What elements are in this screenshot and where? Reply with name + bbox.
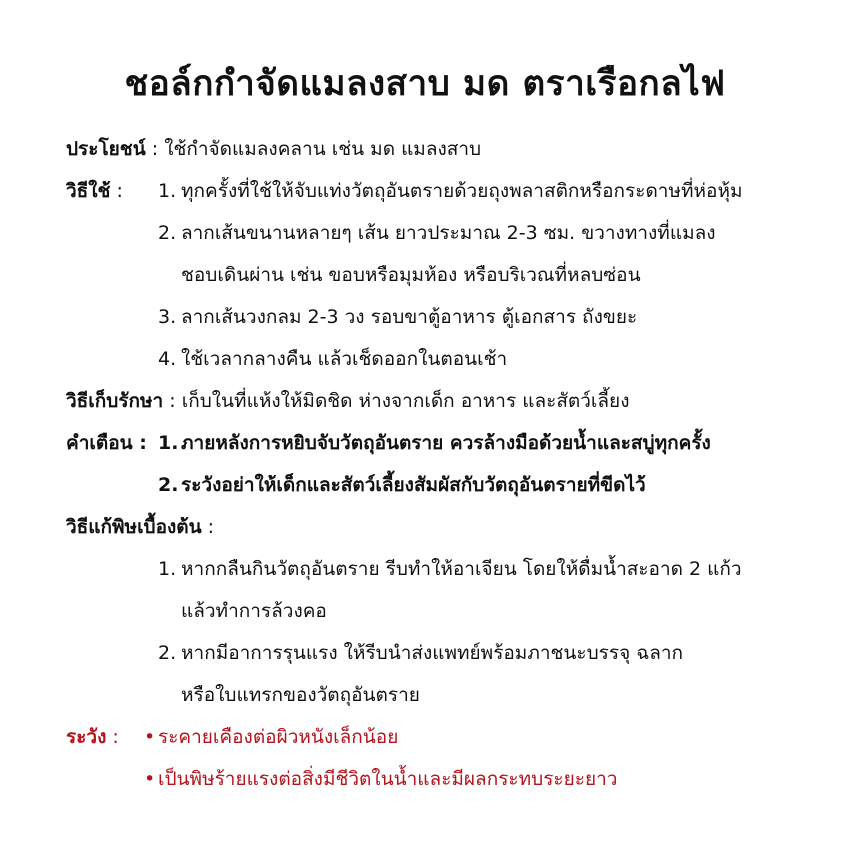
caution-item-2-row	[0, 758, 850, 800]
storage-label	[66, 380, 629, 422]
first-aid-label	[66, 506, 214, 548]
benefit-text: ใช้กำจัดแมลงคลาน เช่น มด แมลงสาบ	[164, 138, 482, 160]
usage-step-text: ลากเส้นขนานหลายๆ เส้น ยาวประมาณ 2-3 ซม. ขวางทางที่แมลง	[181, 222, 716, 244]
first-aid-step-text: หรือใบแทรกของวัตถุอันตราย	[181, 684, 420, 706]
benefit-separator: :	[145, 138, 165, 160]
warning-item-number: 2.	[158, 474, 179, 496]
usage-step-number: 4.	[158, 348, 177, 370]
warning-item-number: 1.	[158, 432, 179, 454]
first-aid-step-number: 2.	[158, 642, 177, 664]
first-aid-separator: :	[201, 516, 215, 538]
first-aid-step-text: แล้วทำการล้วงคอ	[181, 600, 327, 622]
usage-step-text: ทุกครั้งที่ใช้ให้จับแท่งวัตถุอันตรายด้วยถุงพลาสติกหรือกระดาษที่ห่อหุ้ม	[181, 180, 743, 202]
first-aid-step-1-row	[0, 548, 850, 590]
usage-step-4-row	[0, 338, 850, 380]
usage-step-text: ใช้เวลากลางคืน แล้วเช็ดออกในตอนเช้า	[181, 348, 508, 370]
caution-item-text: เป็นพิษร้ายแรงต่อสิ่งมีชีวิตในน้ำและมีผลกระทบระยะยาว	[158, 768, 618, 790]
first-aid-step-2-row	[0, 632, 850, 674]
benefit-label	[66, 128, 481, 170]
usage-step-1-row	[0, 170, 850, 212]
usage-step-2-row	[0, 212, 850, 254]
usage-step-3-row	[0, 296, 850, 338]
caution-label-text: ระวัง	[66, 726, 107, 748]
first-aid-step-number: 1.	[158, 558, 177, 580]
benefit-row	[0, 128, 850, 170]
first-aid-label-text: วิธีแก้พิษเบื้องต้น	[66, 516, 202, 538]
usage-step-number: 2.	[158, 222, 177, 244]
first-aid-row	[0, 506, 850, 548]
bullet-icon: •	[144, 768, 156, 790]
usage-separator: :	[110, 180, 123, 202]
usage-step-text: ลากเส้นวงกลม 2-3 วง รอบขาตู้อาหาร ตู้เอกสาร ถังขยะ	[181, 306, 638, 328]
warning-item-text: ระวังอย่าให้เด็กและสัตว์เลี้ยงสัมผัสกับวัตถุอันตรายที่ขีดไว้	[181, 474, 646, 496]
storage-row	[0, 380, 850, 422]
caution-label	[66, 716, 119, 758]
first-aid-step-text: หากมีอาการรุนแรง ให้รีบนำส่งแพทย์พร้อมภาชนะบรรจุ ฉลาก	[181, 642, 684, 664]
usage-step-text: ชอบเดินผ่าน เช่น ขอบหรือมุมห้อง หรือบริเวณที่หลบซ่อน	[181, 264, 641, 286]
warning-label: คำเตือน :	[66, 432, 147, 454]
warning-item-text: ภายหลังการหยิบจับวัตถุอันตราย ควรล้างมือด้วยน้ำและสบู่ทุกครั้ง	[181, 432, 711, 454]
bullet-icon: •	[144, 726, 156, 748]
first-aid-step-1-continuation	[0, 590, 850, 632]
first-aid-step-2-continuation	[0, 674, 850, 716]
caution-item-1-row	[0, 716, 850, 758]
warning-item-2-row	[0, 464, 850, 506]
usage-step-2-continuation	[0, 254, 850, 296]
usage-label-text: วิธีใช้	[66, 180, 111, 202]
benefit-label-text: ประโยชน์	[66, 138, 146, 160]
first-aid-step-text: หากกลืนกินวัตถุอันตราย รีบทำให้อาเจียน โดยให้ดื่มน้ำสะอาด 2 แก้ว	[181, 558, 742, 580]
caution-separator: :	[106, 726, 119, 748]
warning-item-1-row	[0, 422, 850, 464]
page-title: ชอล์กกำจัดแมลงสาบ มด ตราเรือกลไฟ	[124, 64, 726, 104]
usage-label	[66, 170, 123, 212]
caution-item-text: ระคายเคืองต่อผิวหนังเล็กน้อย	[158, 726, 399, 748]
storage-separator: :	[163, 390, 182, 412]
usage-step-number: 3.	[158, 306, 177, 328]
storage-label-text: วิธีเก็บรักษา	[66, 390, 164, 412]
storage-text: เก็บในที่แห้งให้มิดชิด ห่างจากเด็ก อาหาร และสัตว์เลี้ยง	[181, 390, 630, 412]
usage-step-number: 1.	[158, 180, 177, 202]
